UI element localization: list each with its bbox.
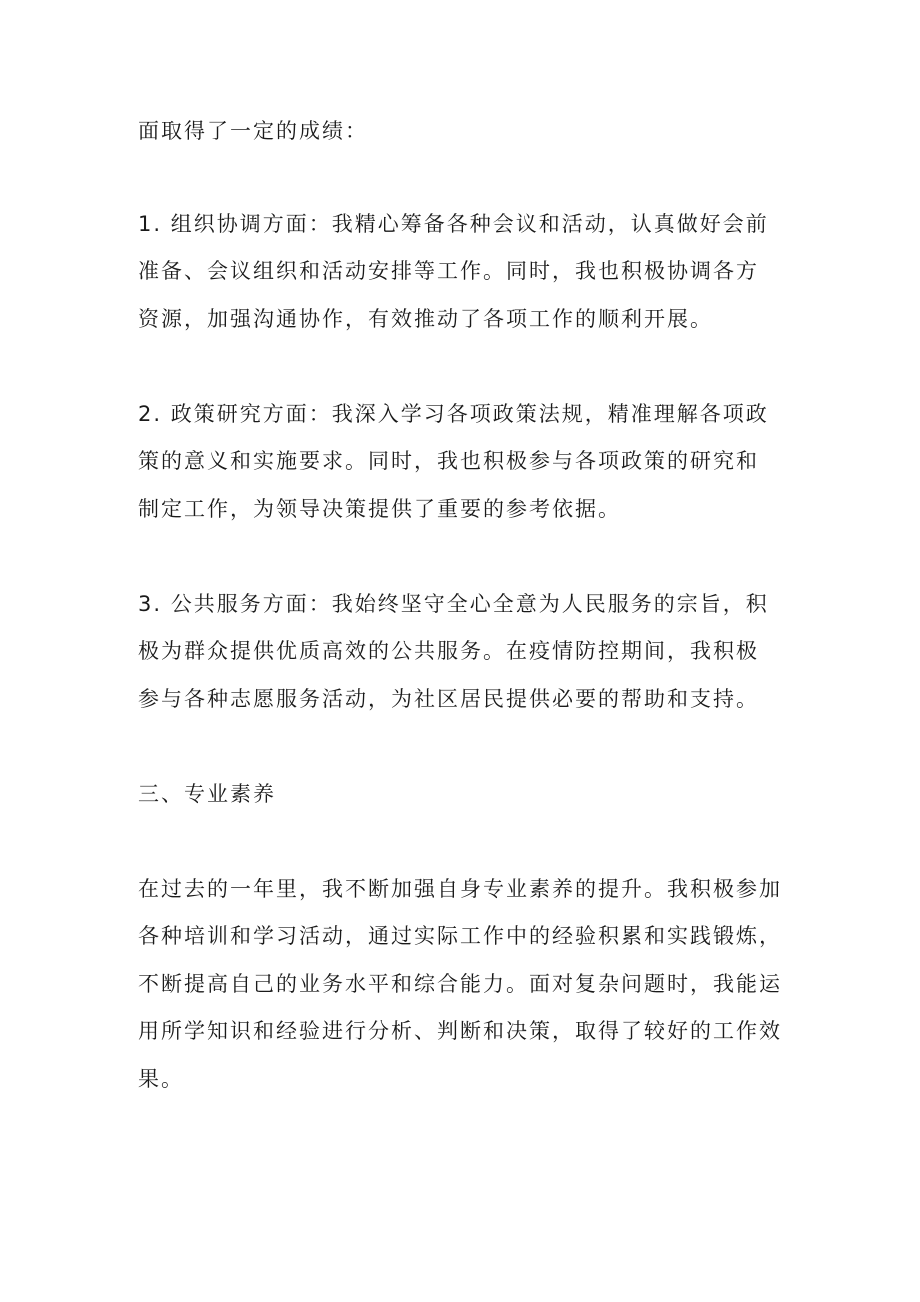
item3-line-2: 极为群众提供优质高效的公共服务。在疫情防控期间，我积极 <box>138 639 759 663</box>
item2-line-3: 制定工作，为领导决策提供了重要的参考依据。 <box>138 497 621 521</box>
item3-line-3: 参与各种志愿服务活动，为社区居民提供必要的帮助和支持。 <box>138 687 759 711</box>
item1-line-3: 资源，加强沟通协作，有效推动了各项工作的顺利开展。 <box>138 307 713 331</box>
item2-line-1: 2. 政策研究方面：我深入学习各项政策法规，精准理解各项政 <box>138 402 769 426</box>
item1-line-1: 1. 组织协调方面：我精心筹备各种会议和活动，认真做好会前 <box>138 212 769 236</box>
item2-line-2: 策的意义和实施要求。同时，我也积极参与各项政策的研究和 <box>138 449 759 473</box>
section-heading: 三、专业素养 <box>138 782 276 806</box>
item3-line-1: 3. 公共服务方面：我始终坚守全心全意为人民服务的宗旨，积 <box>138 592 769 616</box>
intro-line: 面取得了一定的成绩： <box>138 119 368 143</box>
section-body-line-5: 果。 <box>138 1067 184 1091</box>
section-body-line-1: 在过去的一年里，我不断加强自身专业素养的提升。我积极参加 <box>138 877 782 901</box>
section-body-line-2: 各种培训和学习活动，通过实际工作中的经验积累和实践锻炼， <box>138 924 782 948</box>
section-body-line-4: 用所学知识和经验进行分析、判断和决策，取得了较好的工作效 <box>138 1019 782 1043</box>
item1-line-2: 准备、会议组织和活动安排等工作。同时，我也积极协调各方 <box>138 259 759 283</box>
section-body-line-3: 不断提高自己的业务水平和综合能力。面对复杂问题时，我能运 <box>138 972 782 996</box>
